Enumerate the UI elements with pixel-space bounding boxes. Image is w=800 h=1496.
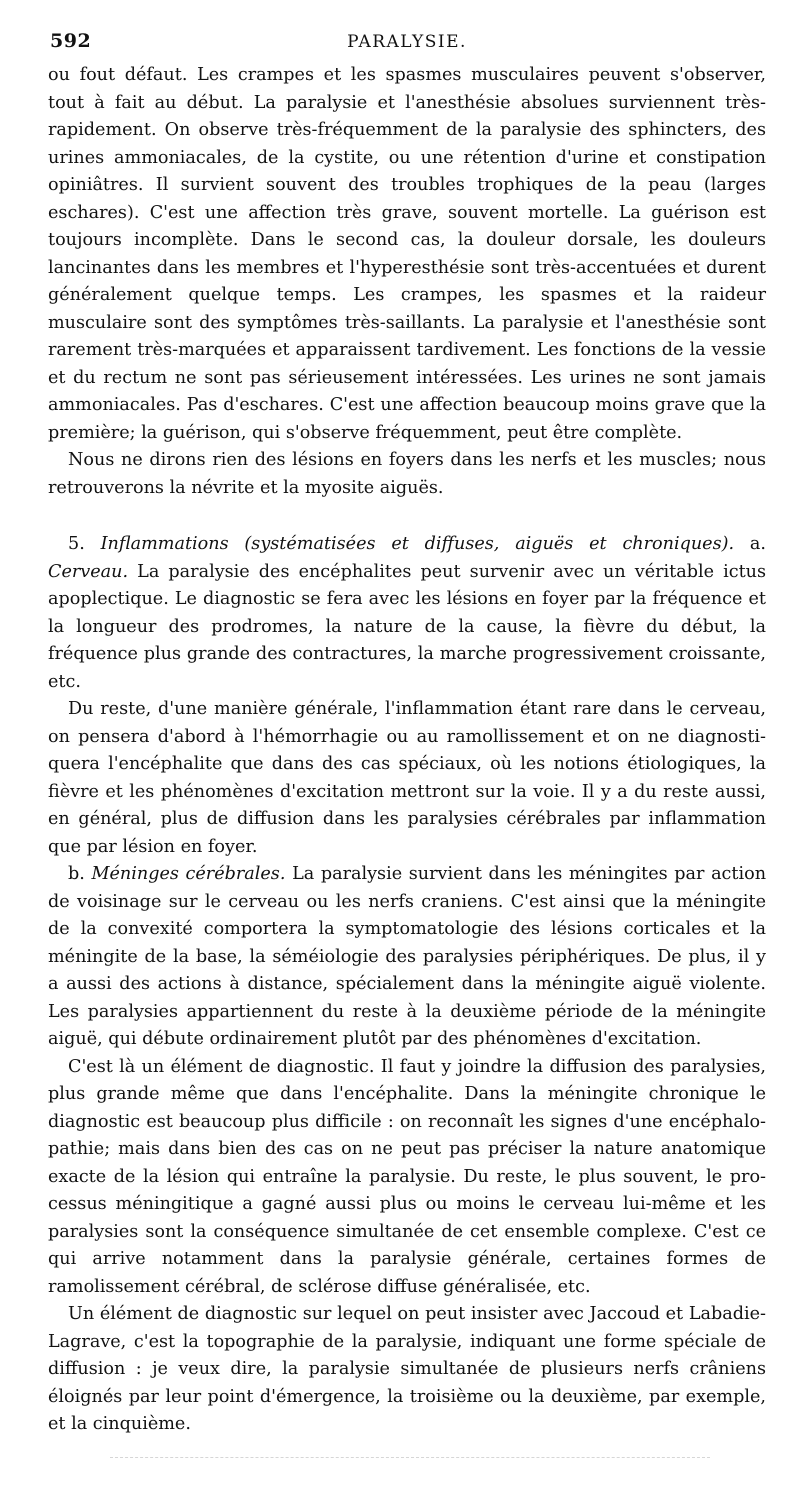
section-number: 5. (68, 534, 85, 554)
subsection-label-a: a. (749, 534, 766, 554)
section-gap (48, 502, 766, 531)
subsection-label-b: b. (68, 864, 85, 884)
paragraph-spinal-cases: ou fout défaut. Les crampes et les spasmes musculaires peuvent s'observer, tout à fait au début. La paralysie et l'anesthésie absolues surviennent très-rapidement. On observe très-fréquemment de la paralysie des sphincters, des urines ammoniacales, de la cystite, ou une rétention d'urine et constipation opiniâtres. Il survient souvent des troubles trophiques de la peau (larges eschares). C'est une affection très grave, souvent mortelle. La guérison est toujours incomplète. Dans le second cas, la douleur dorsale, les douleurs lancinantes dans les membres et l'hyperesthésie sont très-accentuées et durent généralement quelque temps. Les crampes, les spasmes et la raideur musculaire sont des symptômes très-saillants. La paralysie et l'anesthésie sont rarement très-marquées et apparaissent tardivement. Les fonctions de la vessie et du rectum ne sont pas sérieusement intéressées. Les urines ne sont jamais ammoniacales. Pas d'eschares. C'est une affection beaucoup moins grave que la première; la guérison, qui s'observe fréquemment, peut être complète. (48, 65, 766, 443)
section-title: Inflammations (systématisées et diffuses, aiguës et chroniques). (100, 534, 735, 554)
scan-artifact-line (110, 1457, 710, 1462)
paragraph-general-inflammation: Du reste, d'une manière générale, l'inflammation étant rare dans le cerveau, on pensera d'abord à l'hémorrhagie ou au ramollissement et on ne diagnostiquera l'encéphalite que dans des cas spéciaux, où les notions étiologiques, la fièvre et les phénomènes d'excitation mettront sur la voie. Il y a du reste aussi, en général, plus de diffusion dans les paralysies cérébrales par inflammation que par lésion en foyer. (48, 699, 766, 857)
paragraph-topography: Un élément de diagnostic sur lequel on peut insister avec Jaccoud et Labadie-Lagrave, c'est la topographie de la paralysie, indiquant une forme spéciale de diffusion : je veux dire, la paralysie simultanée de plusieurs nerfs crâniens éloignés par leur point d'émergence, la troisième ou la deuxième, par exemple, et la cinquième. (48, 1304, 766, 1434)
page-number: 592 (50, 30, 92, 52)
page-header (48, 26, 766, 62)
subsection-title-meninges: Méninges cérébrales. (91, 864, 286, 884)
running-title: PARALYSIE. (347, 32, 467, 52)
paragraph-meninges (48, 861, 766, 1054)
paragraph-section-inflammations (48, 531, 766, 696)
subsection-title-cerveau: Cerveau. (48, 561, 129, 582)
paragraph-encephalites-text: La paralysie des encéphalites peut survenir avec un véritable ictus apoplectique. Le diagnostic se fera avec les lésions en foyer par la fréquence et la longueur des prodromes, la nature de la cause, la fièvre du début, la fréquence plus grande des contractures, la marche progressivement croissante, etc. (48, 561, 767, 692)
paragraph-meninges-text: La paralysie survient dans les méningites par action de voisinage sur le cerveau ou les nerfs craniens. C'est ainsi que la méningite de la convexité comportera la symptomatologie des lésions corticales et la méningite de la base, la séméiologie des paralysies périphériques. De plus, il y a aussi des actions à distance, spécialement dans la méningite aiguë violente. Les paralysies appartiennent du reste à la deuxième période de la méningite aiguë, qui débute ordinairement plutôt par des phénomènes d'excitation. (48, 864, 767, 1049)
paragraph-focal-lesions: Nous ne dirons rien des lésions en foyers dans les nerfs et les muscles; nous retrouverons la névrite et la myosite aiguës. (48, 450, 766, 498)
paragraph-diagnostic-element: C'est là un élément de diagnostic. Il faut y joindre la diffusion des paralysies, plus grande même que dans l'encéphalite. Dans la méningite chronique le diagnostic est beaucoup plus difficile : on reconnaît les signes d'une encéphalopathie; mais dans bien des cas on ne peut pas préciser la nature anatomique exacte de la lésion qui entraîne la paralysie. Du reste, le plus souvent, le processus méningitique a gagné aussi plus ou moins le cerveau lui-même et les paralysies sont la conséquence simultanée de cet ensemble complexe. C'est ce qui arrive notamment dans la paralysie générale, certaines formes de ramolissement cérébral, de sclérose diffuse généralisée, etc. (48, 1056, 766, 1297)
book-page (48, 26, 766, 1439)
